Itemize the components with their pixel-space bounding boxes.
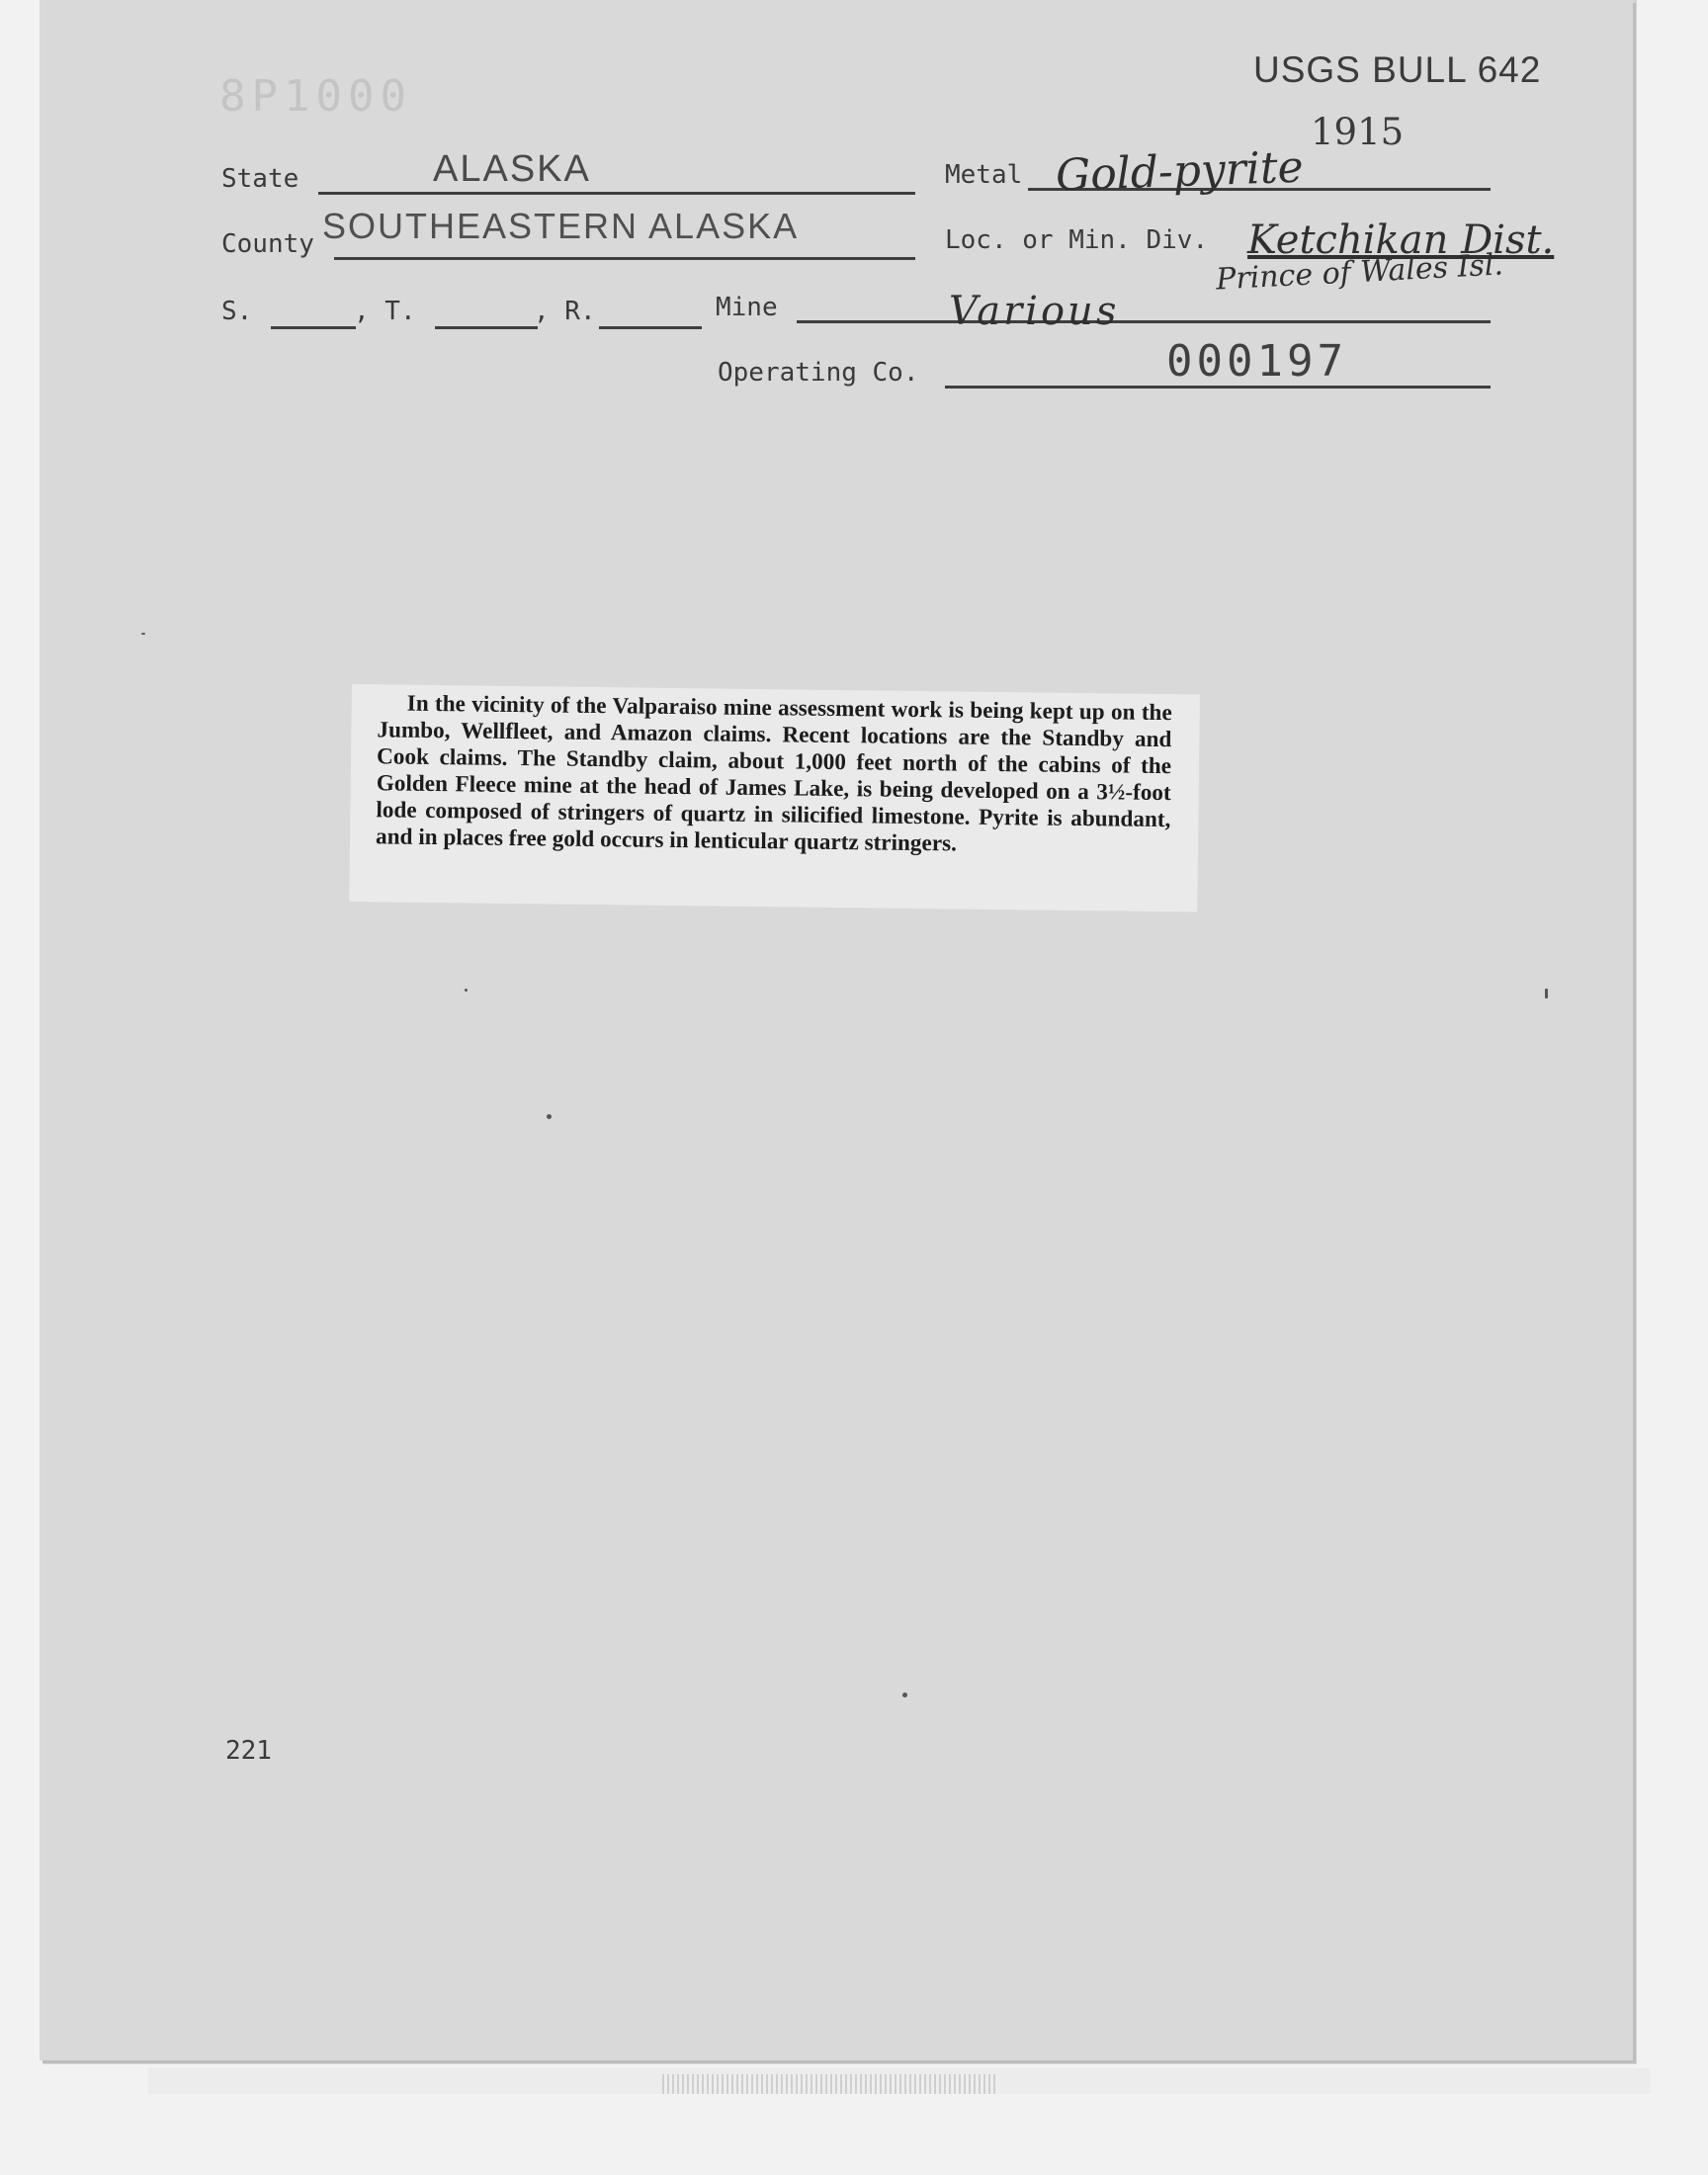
operating-label: Operating Co.: [718, 358, 919, 388]
page-number: 221: [225, 1736, 272, 1766]
state-label: State: [221, 164, 299, 194]
scan-speck: [141, 633, 145, 635]
faint-number: 8P1000: [219, 71, 412, 122]
mine-line: [797, 320, 1491, 323]
loc-value-line1: Ketchikan Dist.: [1247, 218, 1555, 263]
loc-value-line2: Prince of Wales Isl.: [1215, 247, 1504, 298]
township-line: [435, 326, 538, 329]
metal-label: Metal: [945, 160, 1023, 190]
scan-barcode-mark: [662, 2074, 998, 2094]
range-line: [599, 326, 702, 329]
scan-speck: [547, 1114, 552, 1119]
county-label: County: [221, 229, 314, 259]
mine-value: Various: [949, 289, 1120, 334]
index-card: [40, 0, 1633, 2060]
section-line: [271, 326, 356, 329]
mine-label: Mine: [716, 293, 778, 322]
state-line: [318, 192, 915, 195]
pasted-clipping: [349, 684, 1200, 912]
metal-value: Gold-pyrite: [1055, 141, 1305, 202]
scan-speck: [1545, 989, 1548, 999]
year-stamp: 1915: [1311, 111, 1405, 153]
township-label: , T.: [354, 297, 416, 326]
county-value: SOUTHEASTERN ALASKA: [322, 206, 800, 246]
operating-value: 000197: [1166, 336, 1347, 387]
state-value: ALASKA: [433, 148, 591, 190]
scan-speck: [465, 989, 468, 992]
range-label: , R.: [534, 297, 596, 326]
bulletin-stamp: USGS BULL 642: [1253, 49, 1542, 90]
county-line: [334, 257, 915, 260]
loc-label: Loc. or Min. Div.: [945, 225, 1209, 255]
clipping-text: In the vicinity of the Valparaiso mine assessment work is being kept up on the Jumbo, Wellfleet, and Amazon claims. Recent locations are the Standby and Cook claims. The Standby claim, about 1,000 feet north of the cabins of the Golden Fleece mine at the head of James Lake, is being developed on a 3½-foot lode composed of stringers of quartz in silicified limestone. Pyrite is abundant, and in places free gold occurs in lenticular quartz stringers.: [375, 690, 1172, 857]
section-label: S.: [221, 297, 253, 326]
scan-speck: [902, 1693, 907, 1697]
